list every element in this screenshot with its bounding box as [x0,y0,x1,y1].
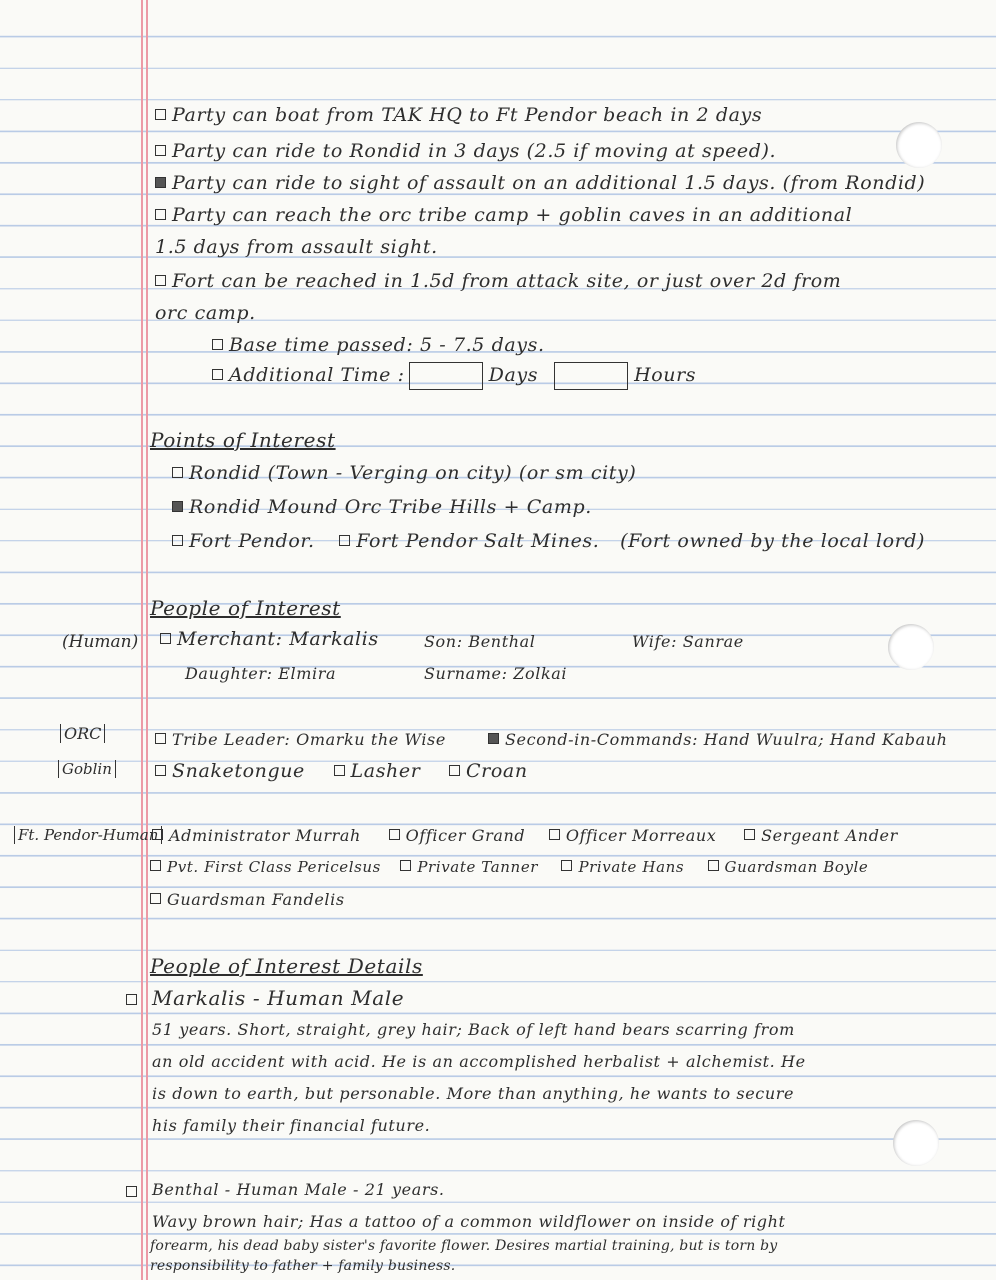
benthal-title: Benthal - Human Male - 21 years. [152,1180,445,1199]
son-text: Son: Benthal [424,632,536,651]
checkbox[interactable] [389,829,400,840]
second-in-command-row [488,730,948,749]
daughter-text: Daughter: Elmira [185,664,337,683]
travel-line-4b: 1.5 days from assault sight. [155,236,438,258]
checkbox[interactable] [334,765,345,776]
days-label: Days [488,364,539,386]
tribe-leader-row [155,730,446,749]
fort-person: Sergeant Ander [761,826,898,845]
travel-text: Party can ride to sight of assault on an additional 1.5 days. (from Rondid) [172,172,926,194]
checkbox[interactable] [549,829,560,840]
checkbox[interactable] [126,1186,137,1197]
base-time-text: Base time passed: 5 - 7.5 days. [229,334,545,356]
benthal-line: forearm, his dead baby sister's favorite flower. Desires martial training, but is torn by [150,1238,778,1254]
checkbox[interactable] [155,765,166,776]
fort-row-1 [152,826,898,845]
fort-pendor-label-text: Ft. Pendor-Human [14,826,162,844]
checkbox[interactable] [155,145,166,156]
checkbox[interactable] [155,275,166,286]
checkbox[interactable] [744,829,755,840]
fort-person: Guardsman Fandelis [167,890,345,909]
travel-line-5 [155,270,841,292]
checkbox[interactable] [212,369,223,380]
checkbox[interactable] [172,501,183,512]
fort-row-2 [150,858,868,876]
checkbox[interactable] [155,733,166,744]
binder-hole [896,122,942,168]
travel-line-3 [155,172,925,194]
markalis-line: his family their financial future. [152,1116,431,1135]
checkbox[interactable] [152,829,163,840]
travel-line-1 [155,104,762,126]
checkbox[interactable] [150,893,161,904]
goblin-row [155,760,528,782]
checkbox[interactable] [155,177,166,188]
tribe-leader-text: Tribe Leader: Omarku the Wise [172,730,446,749]
checkbox[interactable] [339,535,350,546]
travel-line-5b: orc camp. [155,302,256,324]
goblin-label [58,760,116,778]
days-input-box[interactable] [409,362,483,390]
checkbox[interactable] [150,860,161,871]
travel-text: Party can reach the orc tribe camp + goblin caves in an additional [172,204,853,226]
poi-text: Fort Pendor. [189,530,315,552]
poi-item [172,496,592,518]
checkbox[interactable] [172,467,183,478]
checkbox[interactable] [708,860,719,871]
fort-person: Administrator Murrah [169,826,361,845]
checkbox[interactable] [488,733,499,744]
checkbox[interactable] [126,994,137,1005]
human-label: (Human) [62,632,139,652]
benthal-line: responsibility to father + family business. [150,1258,456,1274]
hours-input-box[interactable] [554,362,628,390]
orc-label-text: ORC [60,724,105,743]
fort-person: Officer Grand [405,826,526,845]
goblin-name: Croan [466,760,528,782]
benthal-line: Wavy brown hair; Has a tattoo of a common wildflower on inside of right [152,1212,786,1231]
orc-label [60,724,105,743]
markalis-line: 51 years. Short, straight, grey hair; Back of left hand bears scarring from [152,1020,795,1039]
travel-line-4 [155,204,852,226]
markalis-line: is down to earth, but personable. More than anything, he wants to secure [152,1084,795,1103]
second-in-command-text: Second-in-Commands: Hand Wuulra; Hand Kabauh [505,730,948,749]
binder-hole [888,624,934,670]
travel-line-2 [155,140,776,162]
hours-label: Hours [634,364,697,386]
fort-person: Guardsman Boyle [724,858,869,876]
wife-text: Wife: Sanrae [632,632,744,651]
markalis-title: Markalis - Human Male [152,986,405,1010]
points-of-interest-heading: Points of Interest [150,428,336,452]
fort-person: Pvt. First Class Pericelsus [167,858,381,876]
fort-person: Private Tanner [417,858,539,876]
margin-line [141,0,143,1280]
checkbox[interactable] [155,109,166,120]
poi-item [172,530,925,552]
merchant-row [160,628,379,650]
goblin-name: Snaketongue [172,760,305,782]
additional-time-row [212,362,696,390]
poi-text: Rondid Mound Orc Tribe Hills + Camp. [189,496,592,518]
fort-person: Officer Morreaux [565,826,717,845]
checkbox[interactable] [155,209,166,220]
checkbox[interactable] [449,765,460,776]
checkbox[interactable] [172,535,183,546]
fort-person: Private Hans [578,858,685,876]
travel-text: Party can boat from TAK HQ to Ft Pendor beach in 2 days [172,104,763,126]
people-of-interest-heading: People of Interest [150,596,341,620]
markalis-line: an old accident with acid. He is an accomplished herbalist + alchemist. He [152,1052,806,1071]
base-time-row [212,334,545,356]
merchant-text: Merchant: Markalis [177,628,379,650]
checkbox[interactable] [561,860,572,871]
poi-text: Fort Pendor Salt Mines. [356,530,600,552]
binder-hole [893,1120,939,1166]
margin-line [146,0,148,1280]
checkbox[interactable] [212,339,223,350]
checkbox[interactable] [160,633,171,644]
fort-row-3 [150,890,345,909]
travel-text: Party can ride to Rondid in 3 days (2.5 if moving at speed). [172,140,777,162]
goblin-name: Lasher [350,760,421,782]
surname-text: Surname: Zolkai [424,664,568,683]
checkbox[interactable] [400,860,411,871]
goblin-label-text: Goblin [58,760,116,778]
poi-text: Rondid (Town - Verging on city) (or sm city) [189,462,637,484]
poi-note: (Fort owned by the local lord) [620,530,926,552]
poi-item [172,462,636,484]
fort-pendor-label [14,826,162,844]
details-heading: People of Interest Details [150,954,423,978]
additional-time-label: Additional Time : [229,364,405,386]
travel-text: Fort can be reached in 1.5d from attack site, or just over 2d from [172,270,842,292]
